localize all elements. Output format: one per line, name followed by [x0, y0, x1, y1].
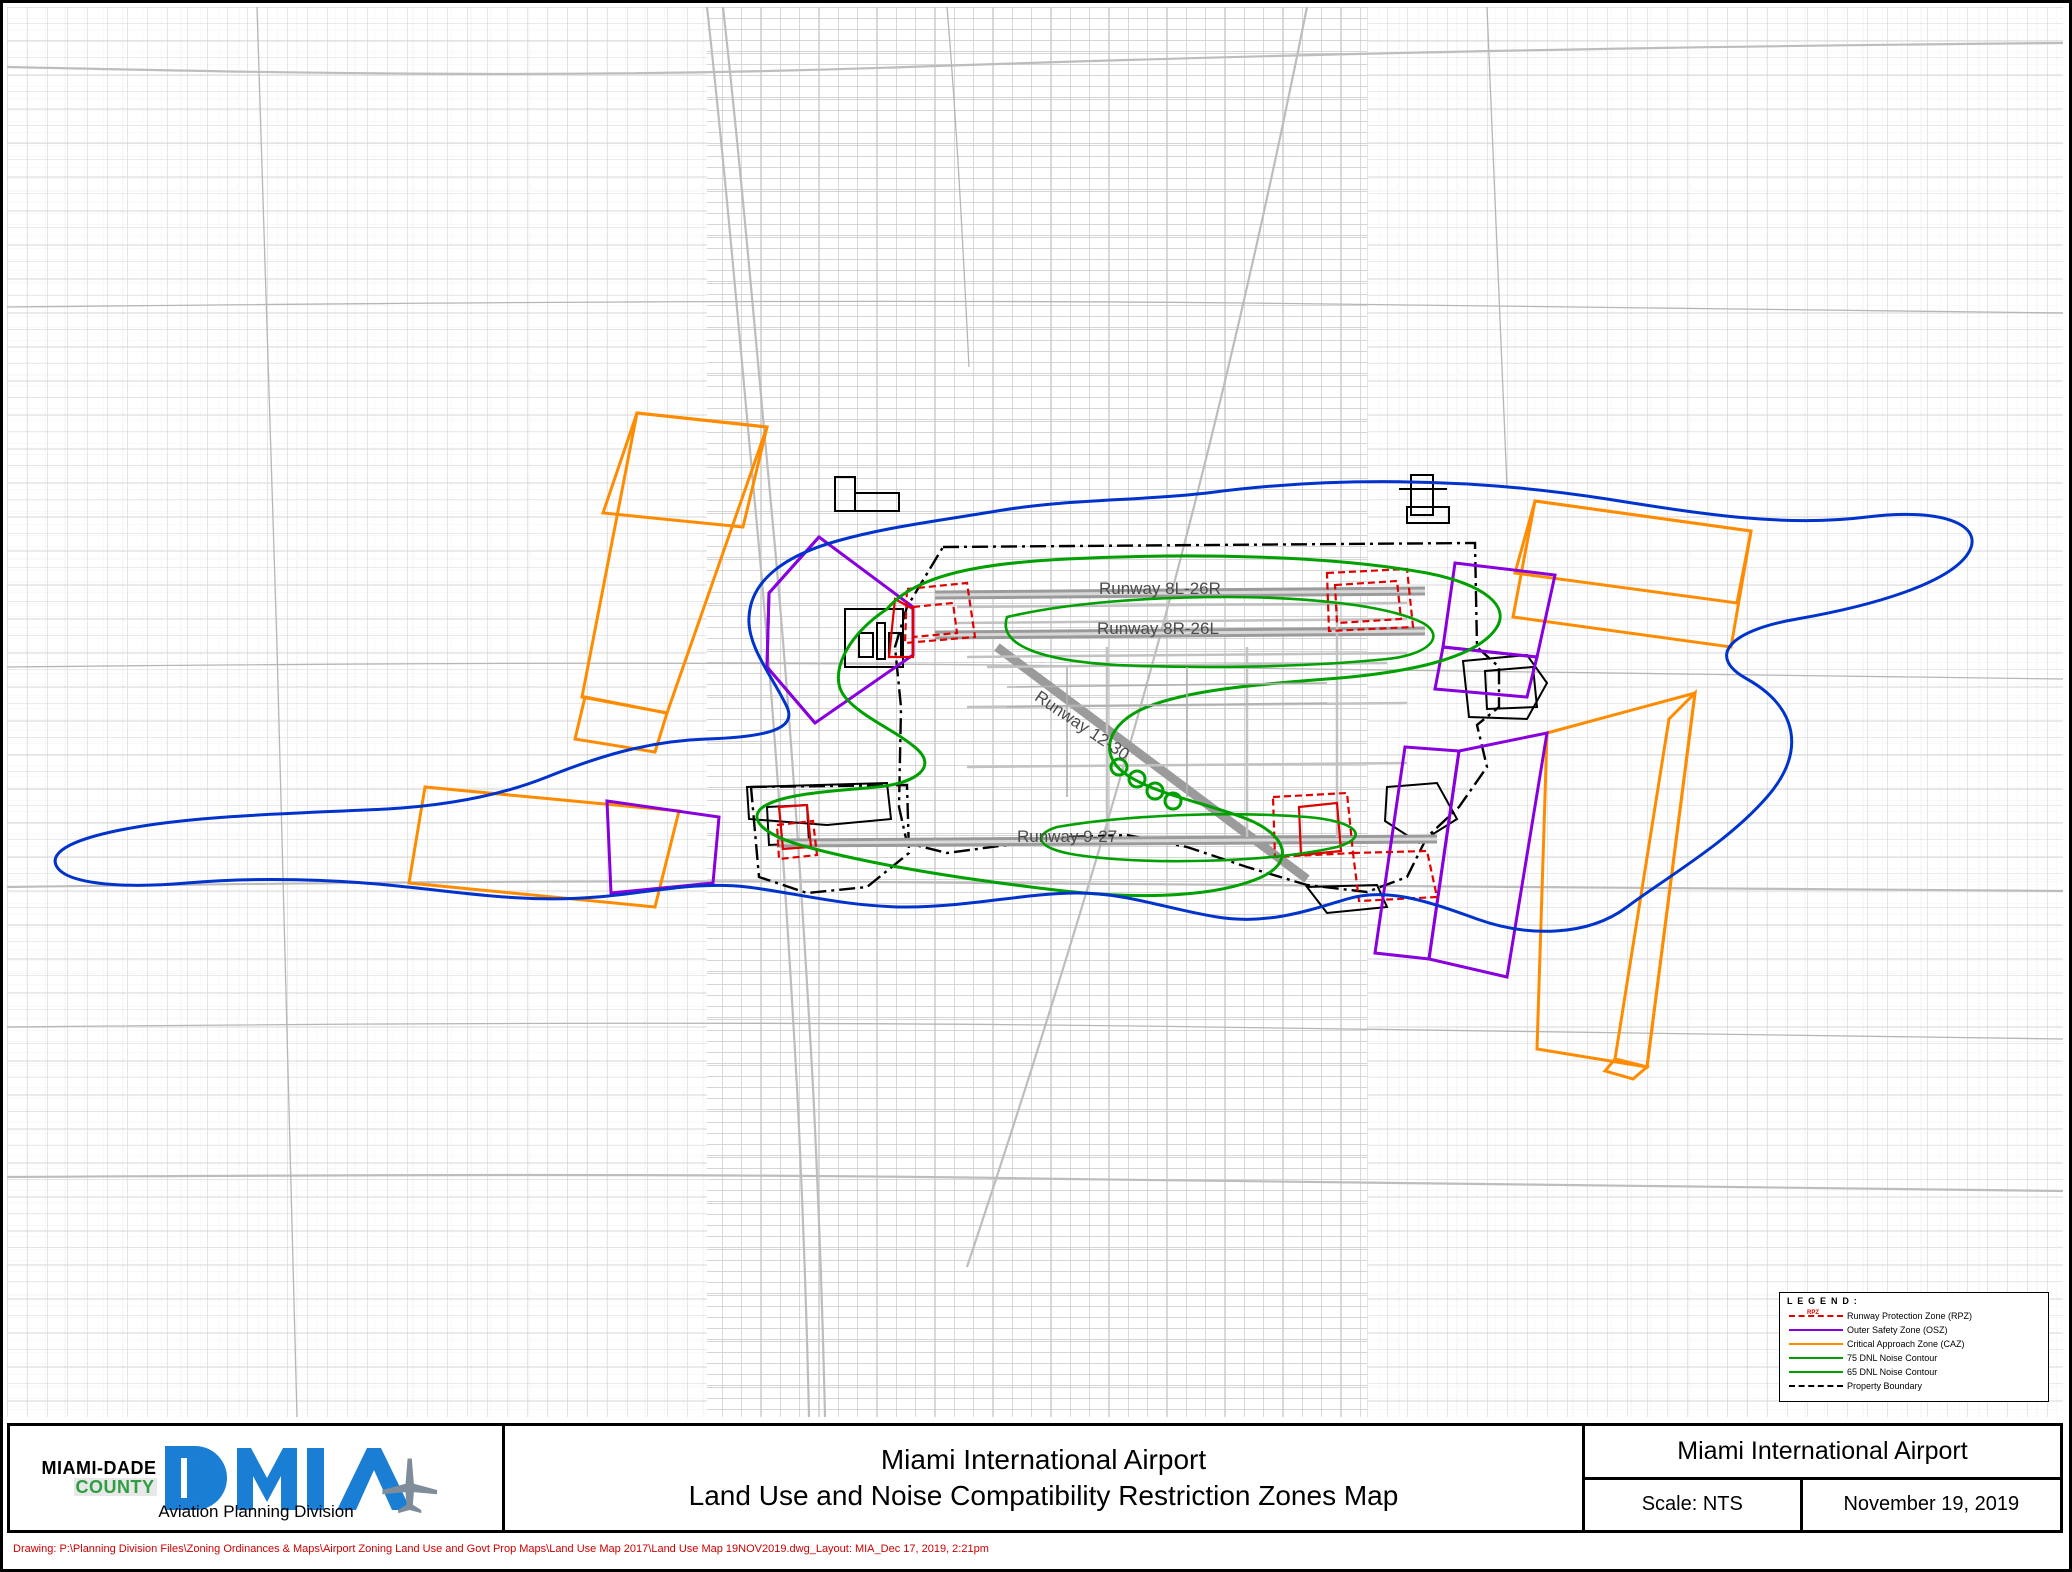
legend-item-dnl65 — [1785, 1365, 2043, 1379]
legend-swatch-property — [1785, 1379, 1847, 1393]
scale-date-row — [1585, 1480, 2060, 1531]
sheet-title-line1: Miami International Airport — [880, 1444, 1207, 1475]
legend-swatch-dnl65 — [1785, 1365, 1847, 1379]
legend-label-dnl65: 65 DNL Noise Contour — [1847, 1367, 1938, 1377]
legend-label-osz: Outer Safety Zone (OSZ) — [1847, 1325, 1948, 1335]
info-cell — [1585, 1423, 2063, 1533]
legend-swatch-caz — [1785, 1337, 1847, 1351]
date-value: November 19, 2019 — [1843, 1493, 2020, 1516]
legend-item-osz — [1785, 1323, 2043, 1337]
legend-item-property — [1785, 1379, 2043, 1393]
sheet-title-cell — [505, 1423, 1585, 1533]
runway-label-9-27: Runway 9-27 — [1017, 827, 1118, 846]
runway-label-8L-26R: Runway 8L-26R — [1099, 579, 1221, 598]
county-wordmark — [42, 1459, 157, 1498]
county-line2: COUNTY — [75, 1476, 155, 1497]
map-canvas[interactable] — [7, 7, 2063, 1417]
legend-swatch-rpz — [1785, 1309, 1847, 1323]
legend-label-caz: Critical Approach Zone (CAZ) — [1847, 1339, 1965, 1349]
sheet-title-line2: Land Use and Noise Compatibility Restriction Zones Map — [688, 1480, 1399, 1511]
legend-item-dnl75 — [1785, 1351, 2043, 1365]
title-block — [7, 1423, 2063, 1533]
airport-name-cell — [1585, 1426, 2060, 1480]
legend-label-property: Property Boundary — [1847, 1381, 1923, 1391]
legend-title: L E G E N D : — [1787, 1296, 1858, 1306]
airport-name: Miami International Airport — [1677, 1436, 1968, 1465]
legend-swatch-dnl75 — [1785, 1351, 1847, 1365]
scale-value: Scale: NTS — [1641, 1493, 1743, 1516]
runway-label-8R-26L: Runway 8R-26L — [1097, 619, 1219, 638]
legend-rpz-tag: RPZ — [1807, 1310, 1819, 1316]
legend — [1779, 1292, 2049, 1402]
map-graphics — [7, 7, 2063, 1417]
date-cell — [1803, 1480, 2060, 1531]
logo-cell — [7, 1423, 505, 1533]
legend-label-dnl75: 75 DNL Noise Contour — [1847, 1353, 1938, 1363]
county-line1: MIAMI-DADE — [41, 1457, 157, 1478]
legend-label-rpz: Runway Protection Zone (RPZ) — [1847, 1311, 1973, 1321]
drawing-path-footer: Drawing: P:\Planning Division Files\Zoning Ordinances & Maps\Airport Zoning Land Use and Govt Prop Maps\Land Use Map 2017\Land Use Map 19NOV2019.dwg_Layout: MIA_Dec 17, 2019, 2:21pm — [13, 1543, 989, 1555]
legend-item-rpz — [1785, 1309, 2043, 1323]
scale-cell — [1585, 1480, 1803, 1531]
runway-label-12-30: Runway 12-30 — [1031, 687, 1133, 765]
legend-swatch-osz — [1785, 1323, 1847, 1337]
legend-item-caz — [1785, 1337, 2043, 1351]
division-label: Aviation Planning Division — [158, 1502, 354, 1521]
